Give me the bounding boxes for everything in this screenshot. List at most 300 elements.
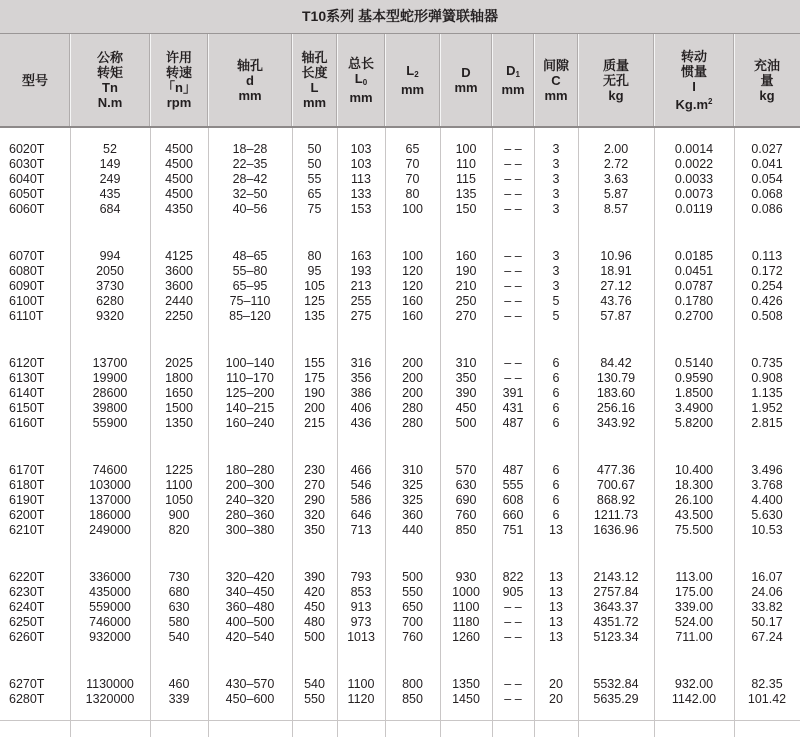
table-row — [0, 600, 800, 615]
cell-total_len: 316 — [350, 356, 372, 370]
header-total_len — [337, 34, 385, 126]
header-line: 轴孔 — [301, 50, 328, 65]
cell-total_len: 103 — [350, 142, 372, 156]
cell-speed: 2440 — [165, 294, 193, 308]
header-line: 充油 — [753, 57, 780, 73]
cell-inertia: 0.0014 — [674, 142, 714, 156]
cell-l2: 700 — [402, 615, 423, 629]
cell-gap: 13 — [549, 585, 563, 599]
header-divider — [208, 34, 209, 126]
cell-speed: 1050 — [165, 493, 193, 507]
cell-gap: 6 — [552, 463, 560, 477]
cell-speed: 1500 — [165, 401, 193, 415]
cell-gap: 20 — [549, 677, 563, 691]
cell-bore_len: 135 — [304, 309, 325, 323]
cell-model: 6220T — [9, 570, 45, 584]
cell-speed: 730 — [168, 570, 190, 584]
header-divider — [292, 34, 293, 126]
cell-gap: 3 — [552, 202, 560, 216]
cell-torque: 137000 — [89, 493, 131, 507]
cell-bore_len: 290 — [304, 493, 325, 507]
cell-torque: 435 — [99, 187, 121, 201]
header-line: N.m — [97, 95, 123, 110]
cell-bore_len: 540 — [304, 677, 325, 691]
table-row — [0, 523, 800, 538]
header-divider — [654, 34, 655, 126]
cell-mass: 57.87 — [600, 309, 632, 323]
cell-inertia: 0.5140 — [674, 356, 714, 370]
table-row — [0, 202, 800, 217]
cell-bore_len: 420 — [304, 585, 325, 599]
cell-total_len: 973 — [350, 615, 372, 629]
table-row — [0, 157, 800, 172]
cell-speed: 4125 — [165, 249, 193, 263]
cell-speed: 580 — [168, 615, 190, 629]
cell-bore: 280–360 — [225, 508, 275, 522]
header-divider-shadow — [533, 34, 534, 126]
cell-l2: 70 — [405, 172, 420, 186]
cell-model: 6240T — [9, 600, 45, 614]
cell-inertia: 0.9590 — [674, 371, 714, 385]
header-line: 转速 — [165, 65, 192, 80]
cell-grease: 1.135 — [751, 386, 783, 400]
cell-grease: 24.06 — [751, 585, 783, 599]
cell-bore_len: 65 — [307, 187, 322, 201]
cell-d_outer: 1260 — [452, 630, 480, 644]
cell-mass: 2757.84 — [593, 585, 639, 599]
header-line: C — [551, 72, 561, 88]
cell-mass: 700.67 — [596, 478, 636, 492]
header-line: Tn — [102, 80, 118, 95]
column-divider — [208, 128, 209, 737]
table-row — [0, 416, 800, 431]
cell-inertia: 3.4900 — [674, 401, 714, 415]
cell-grease: 0.041 — [751, 157, 783, 171]
cell-bore: 85–120 — [229, 309, 271, 323]
cell-l2: 200 — [402, 356, 423, 370]
cell-bore: 400–500 — [225, 615, 275, 629]
cell-grease: 0.254 — [751, 279, 783, 293]
cell-d_outer: 135 — [455, 187, 477, 201]
cell-inertia: 75.500 — [674, 523, 714, 537]
cell-d_outer: 310 — [455, 356, 477, 370]
cell-total_len: 153 — [350, 202, 372, 216]
header-line: $L_0$ — [354, 70, 368, 87]
cell-torque: 336000 — [89, 570, 131, 584]
cell-model: 6200T — [9, 508, 45, 522]
cell-grease: 0.054 — [751, 172, 783, 186]
cell-l2: 160 — [402, 294, 423, 308]
cell-d1: 905 — [502, 585, 524, 599]
cell-gap: 3 — [552, 157, 560, 171]
cell-d_outer: 850 — [455, 523, 477, 537]
cell-gap: 6 — [552, 416, 560, 430]
cell-inertia: 0.0787 — [674, 279, 714, 293]
cell-mass: 2.72 — [603, 157, 629, 171]
header-divider — [578, 34, 579, 126]
column-divider — [440, 128, 441, 737]
cell-total_len: 913 — [350, 600, 372, 614]
table-row — [0, 493, 800, 508]
cell-mass: 5.87 — [603, 187, 629, 201]
cell-model: 6130T — [9, 371, 45, 385]
cell-inertia: 5.8200 — [674, 416, 714, 430]
cell-torque: 103000 — [89, 478, 131, 492]
header-model — [0, 34, 70, 126]
cell-d1: 487 — [502, 463, 524, 477]
header-line: $L_2$ — [406, 63, 419, 79]
cell-model: 6020T — [9, 142, 45, 156]
cell-total_len: 103 — [350, 157, 372, 171]
cell-grease: 5.630 — [751, 508, 783, 522]
cell-d_outer: 115 — [456, 172, 476, 186]
cell-inertia: 175.00 — [674, 585, 714, 599]
cell-gap: 13 — [549, 600, 563, 614]
cell-bore_len: 230 — [304, 463, 325, 477]
cell-speed: 339 — [168, 692, 190, 706]
cell-torque: 149 — [99, 157, 121, 171]
cell-inertia: 524.00 — [674, 615, 714, 629]
cell-grease: 0.172 — [751, 264, 783, 278]
header-divider — [734, 34, 735, 126]
cell-bore_len: 350 — [304, 523, 325, 537]
cell-model: 6100T — [9, 294, 45, 308]
cell-d_outer: 570 — [455, 463, 477, 477]
cell-speed: 680 — [168, 585, 190, 599]
header-divider — [492, 34, 493, 126]
cell-gap: 13 — [549, 615, 563, 629]
cell-mass: 1211.73 — [593, 508, 639, 522]
cell-gap: 3 — [552, 172, 560, 186]
cell-l2: 850 — [402, 692, 423, 706]
cell-inertia: 0.0451 — [674, 264, 714, 278]
cell-d_outer: 930 — [455, 570, 477, 584]
cell-l2: 800 — [402, 677, 423, 691]
cell-grease: 82.35 — [751, 677, 783, 691]
cell-d_outer: 500 — [455, 416, 477, 430]
cell-d1: 431 — [502, 401, 524, 415]
cell-inertia: 0.0119 — [675, 202, 713, 216]
cell-mass: 130.79 — [596, 371, 636, 385]
header-divider — [70, 34, 71, 126]
column-divider — [150, 128, 151, 737]
cell-d_outer: 390 — [455, 386, 477, 400]
cell-inertia: 1142.00 — [671, 692, 717, 706]
header-line: 公称 — [96, 50, 123, 65]
cell-d1: – – — [504, 677, 522, 691]
cell-bore: 430–570 — [225, 677, 275, 691]
cell-speed: 4500 — [165, 157, 193, 171]
cell-total_len: 255 — [350, 294, 372, 308]
cell-bore_len: 450 — [304, 600, 325, 614]
cell-grease: 0.908 — [751, 371, 783, 385]
cell-bore: 320–420 — [225, 570, 275, 584]
header-l2 — [385, 34, 440, 126]
cell-total_len: 466 — [350, 463, 372, 477]
cell-torque: 559000 — [89, 600, 131, 614]
cell-speed: 4350 — [165, 202, 193, 216]
cell-mass: 5123.34 — [593, 630, 639, 644]
header-gap — [534, 34, 578, 126]
cell-bore: 65–95 — [232, 279, 268, 293]
cell-bore: 450–600 — [225, 692, 275, 706]
header-bore_len — [292, 34, 337, 126]
cell-grease: 2.815 — [751, 416, 783, 430]
cell-gap: 6 — [552, 508, 560, 522]
cell-bore_len: 95 — [307, 264, 322, 278]
cell-d_outer: 190 — [455, 264, 477, 278]
cell-bore_len: 155 — [304, 356, 325, 370]
cell-bore: 240–320 — [225, 493, 275, 507]
cell-bore: 340–450 — [225, 585, 275, 599]
cell-total_len: 133 — [350, 187, 372, 201]
cell-bore_len: 50 — [307, 142, 322, 156]
cell-bore: 18–28 — [232, 142, 268, 156]
cell-gap: 5 — [552, 294, 560, 308]
cell-d1: – – — [504, 615, 522, 629]
cell-model: 6180T — [9, 478, 45, 492]
cell-d_outer: 1180 — [452, 615, 480, 629]
cell-d1: 608 — [502, 493, 524, 507]
cell-total_len: 713 — [350, 523, 372, 537]
cell-grease: 67.24 — [751, 630, 783, 644]
cell-bore: 180–280 — [225, 463, 275, 477]
header-divider-shadow — [384, 34, 385, 126]
cell-l2: 650 — [402, 600, 423, 614]
cell-model: 6160T — [9, 416, 45, 430]
cell-torque: 55900 — [92, 416, 128, 430]
cell-d_outer: 110 — [456, 157, 476, 171]
cell-d_outer: 1350 — [452, 677, 480, 691]
cell-l2: 120 — [402, 264, 423, 278]
cell-total_len: 113 — [351, 172, 371, 186]
cell-torque: 6280 — [96, 294, 124, 308]
header-bore — [208, 34, 292, 126]
cell-gap: 13 — [549, 523, 563, 537]
cell-d1: – – — [504, 249, 522, 263]
header-line: mm — [454, 80, 478, 95]
cell-torque: 13700 — [92, 356, 128, 370]
header-line: mm — [349, 89, 373, 105]
header-d_outer — [440, 34, 492, 126]
header-line: 量 — [760, 72, 774, 88]
cell-model: 6230T — [9, 585, 45, 599]
table-row — [0, 294, 800, 309]
cell-bore: 125–200 — [225, 386, 275, 400]
header-line: 转矩 — [96, 65, 123, 80]
header-divider-shadow — [291, 34, 292, 126]
cell-mass: 2.00 — [603, 142, 629, 156]
cell-gap: 3 — [552, 142, 560, 156]
cell-l2: 280 — [402, 416, 423, 430]
cell-bore: 160–240 — [225, 416, 275, 430]
cell-gap: 5 — [552, 309, 560, 323]
cell-grease: 0.508 — [751, 309, 783, 323]
cell-model: 6170T — [9, 463, 45, 477]
cell-speed: 630 — [168, 600, 190, 614]
cell-mass: 10.96 — [600, 249, 632, 263]
cell-model: 6120T — [9, 356, 45, 370]
cell-grease: 0.735 — [751, 356, 783, 370]
table-row — [0, 356, 800, 371]
cell-inertia: 113.00 — [675, 570, 713, 584]
table-row — [0, 585, 800, 600]
header-line: $Kg.m^2$ — [675, 96, 713, 112]
cell-torque: 3730 — [96, 279, 124, 293]
cell-mass: 2143.12 — [593, 570, 639, 584]
cell-model: 6210T — [9, 523, 45, 537]
cell-grease: 1.952 — [751, 401, 783, 415]
cell-inertia: 711.00 — [675, 630, 713, 644]
header-line: mm — [302, 95, 327, 110]
cell-d_outer: 760 — [455, 508, 477, 522]
header-line: 惯量 — [680, 63, 707, 79]
cell-inertia: 0.2700 — [674, 309, 714, 323]
cell-model: 6030T — [9, 157, 45, 171]
cell-l2: 325 — [402, 478, 423, 492]
cell-inertia: 18.300 — [674, 478, 714, 492]
header-speed — [150, 34, 208, 126]
cell-d1: 391 — [502, 386, 524, 400]
cell-inertia: 932.00 — [674, 677, 714, 691]
table-row — [0, 309, 800, 324]
cell-torque: 435000 — [89, 585, 131, 599]
cell-torque: 39800 — [92, 401, 128, 415]
column-divider — [70, 128, 71, 737]
cell-d_outer: 160 — [455, 249, 477, 263]
cell-total_len: 406 — [350, 401, 372, 415]
cell-inertia: 10.400 — [674, 463, 714, 477]
cell-inertia: 0.0073 — [674, 187, 714, 201]
cell-d1: 487 — [502, 416, 524, 430]
cell-inertia: 1.8500 — [674, 386, 714, 400]
cell-total_len: 793 — [350, 570, 372, 584]
cell-l2: 500 — [402, 570, 423, 584]
cell-l2: 200 — [402, 386, 423, 400]
header-line: $D_1$ — [506, 63, 520, 79]
cell-mass: 868.92 — [596, 493, 636, 507]
header-divider-shadow — [336, 34, 337, 126]
header-line: 无孔 — [602, 72, 629, 88]
cell-d1: – – — [504, 202, 522, 216]
cell-model: 6250T — [9, 615, 45, 629]
cell-d_outer: 1450 — [452, 692, 480, 706]
cell-total_len: 1100 — [347, 677, 375, 691]
cell-speed: 1350 — [165, 416, 193, 430]
cell-inertia: 0.1780 — [674, 294, 714, 308]
table-row — [0, 508, 800, 523]
cell-bore: 420–540 — [225, 630, 275, 644]
table-row — [0, 172, 800, 187]
cell-bore_len: 125 — [304, 294, 325, 308]
cell-d1: – – — [504, 172, 522, 186]
cell-d_outer: 150 — [455, 202, 477, 216]
cell-total_len: 853 — [350, 585, 372, 599]
cell-speed: 1650 — [165, 386, 193, 400]
cell-torque: 2050 — [96, 264, 124, 278]
cell-gap: 6 — [552, 493, 560, 507]
cell-model: 6050T — [9, 187, 45, 201]
cell-d1: – – — [504, 294, 522, 308]
cell-torque: 1320000 — [85, 692, 135, 706]
header-d1 — [492, 34, 534, 126]
cell-l2: 360 — [402, 508, 423, 522]
cell-gap: 3 — [552, 279, 560, 293]
cell-torque: 1130000 — [86, 677, 134, 691]
cell-bore: 100–140 — [225, 356, 275, 370]
cell-bore_len: 105 — [304, 279, 325, 293]
table-row — [0, 478, 800, 493]
header-divider-shadow — [653, 34, 654, 126]
cell-model: 6080T — [9, 264, 45, 278]
header-line: d — [246, 72, 254, 88]
cell-bore_len: 175 — [304, 371, 325, 385]
cell-speed: 900 — [168, 508, 190, 522]
cell-speed: 3600 — [165, 279, 193, 293]
cell-d_outer: 690 — [455, 493, 477, 507]
cell-gap: 6 — [552, 371, 560, 385]
cell-bore_len: 55 — [307, 172, 322, 186]
cell-model: 6060T — [9, 202, 45, 216]
cell-total_len: 386 — [350, 386, 372, 400]
cell-grease: 0.027 — [751, 142, 783, 156]
header-divider — [337, 34, 338, 126]
header-line: mm — [544, 87, 568, 103]
cell-torque: 9320 — [96, 309, 124, 323]
cell-mass: 27.12 — [600, 279, 632, 293]
cell-torque: 186000 — [89, 508, 131, 522]
cell-gap: 3 — [552, 264, 560, 278]
table-title: T10系列 基本型蛇形弹簧联轴器 — [0, 0, 800, 34]
cell-total_len: 163 — [350, 249, 372, 263]
cell-bore_len: 200 — [304, 401, 325, 415]
cell-bore_len: 480 — [304, 615, 325, 629]
cell-d1: 660 — [502, 508, 524, 522]
cell-d1: 751 — [502, 523, 524, 537]
table-row — [0, 371, 800, 386]
header-line: kg — [759, 87, 775, 103]
cell-grease: 0.086 — [751, 202, 783, 216]
table-row — [0, 630, 800, 645]
cell-bore: 300–380 — [225, 523, 275, 537]
table-row — [0, 615, 800, 630]
cell-inertia: 0.0022 — [674, 157, 714, 171]
table-row — [0, 142, 800, 157]
cell-mass: 4351.72 — [593, 615, 639, 629]
header-line: I — [692, 78, 696, 94]
cell-grease: 0.068 — [751, 187, 783, 201]
cell-total_len: 436 — [350, 416, 372, 430]
cell-d1: 822 — [502, 570, 524, 584]
cell-inertia: 0.0185 — [674, 249, 714, 263]
cell-d_outer: 250 — [455, 294, 477, 308]
cell-bore: 55–80 — [232, 264, 268, 278]
table-row — [0, 692, 800, 707]
cell-bore: 32–50 — [232, 187, 268, 201]
cell-grease: 3.768 — [751, 478, 783, 492]
cell-speed: 4500 — [165, 172, 193, 186]
cell-torque: 52 — [103, 142, 117, 156]
cell-speed: 460 — [168, 677, 190, 691]
cell-gap: 6 — [552, 478, 560, 492]
cell-torque: 746000 — [89, 615, 131, 629]
cell-bore: 360–480 — [225, 600, 275, 614]
cell-grease: 33.82 — [751, 600, 783, 614]
cell-gap: 6 — [552, 386, 560, 400]
column-divider — [578, 128, 579, 737]
cell-mass: 343.92 — [596, 416, 636, 430]
cell-model: 6190T — [9, 493, 45, 507]
